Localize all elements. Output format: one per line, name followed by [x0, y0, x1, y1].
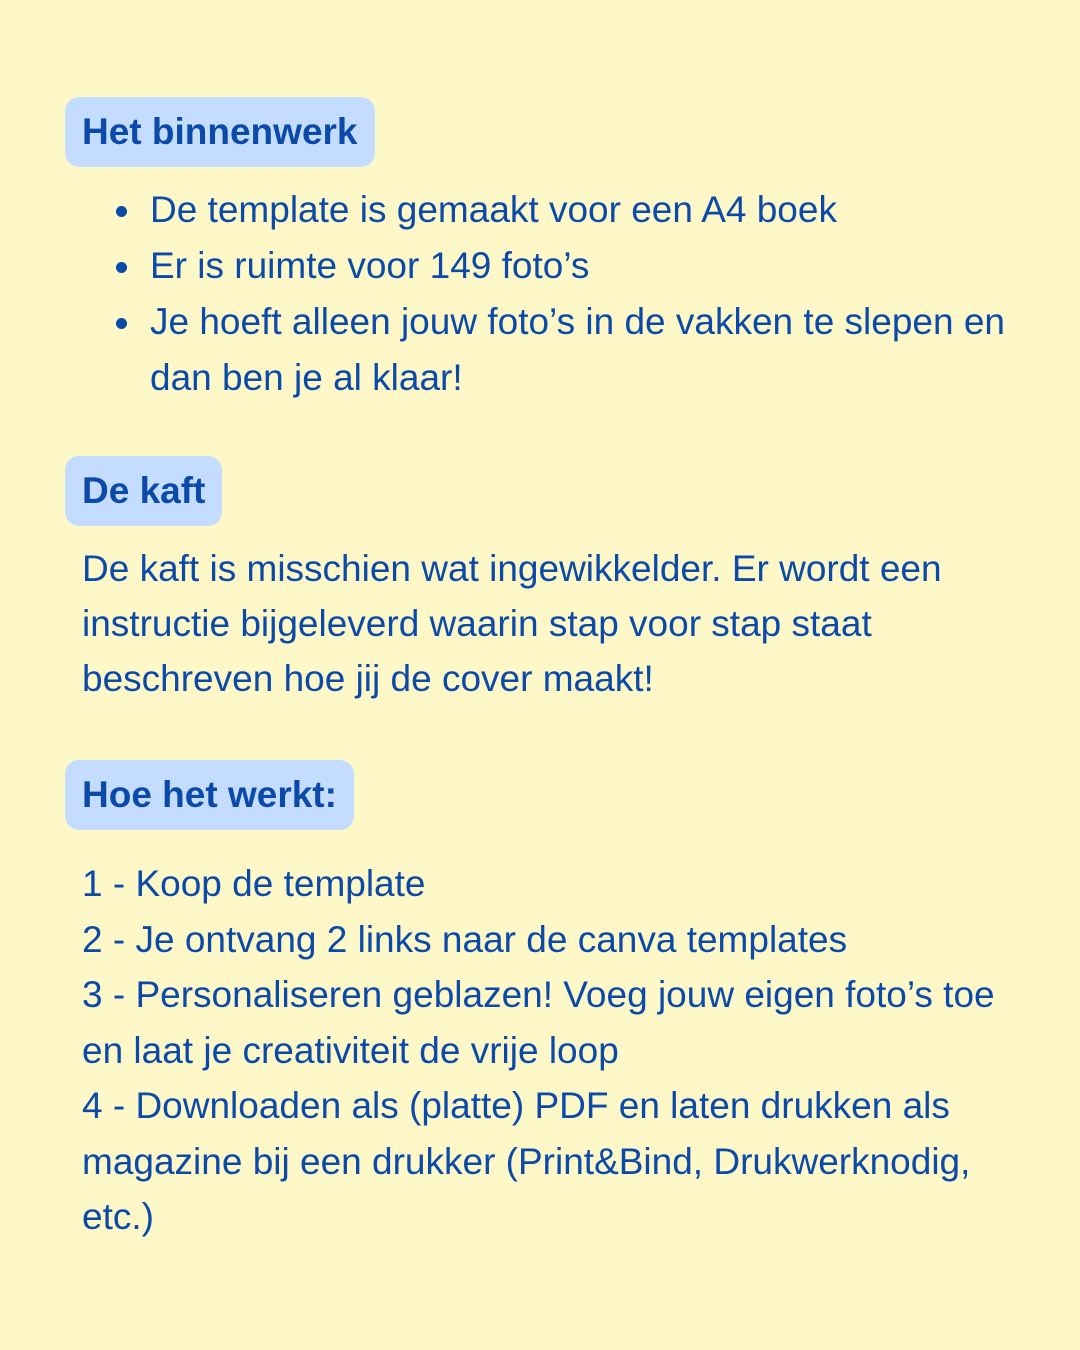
list-item — [110, 182, 1010, 238]
kaft-paragraph: De kaft is misschien wat ingewikkelder. Er wordt een instructie bijgeleverd waarin stap voor stap staat beschreven hoe jij de cover maakt! — [82, 548, 942, 699]
heading-hoe-het-werkt: Hoe het werkt: — [65, 760, 354, 830]
step-item: 1 - Koop de template — [82, 863, 426, 904]
heading-kaft: De kaft — [65, 456, 222, 526]
list-item — [110, 294, 1010, 406]
binnenwerk-list — [110, 182, 1010, 406]
step-item: 3 - Personaliseren geblazen! Voeg jouw eigen foto’s toe en laat je creativiteit de vrije loop — [82, 974, 995, 1071]
bullet-icon — [116, 318, 127, 329]
bullet-icon — [116, 262, 127, 273]
list-item-text: De template is gemaakt voor een A4 boek — [150, 189, 837, 230]
list-item-text: Je hoeft alleen jouw foto’s in de vakken te slepen en dan ben je al klaar! — [150, 301, 1006, 398]
bullet-icon — [116, 206, 127, 217]
step-item: 2 - Je ontvang 2 links naar de canva templates — [82, 918, 848, 960]
step-item: 4 - Downloaden als (platte) PDF en laten drukken als magazine bij een drukker (Print&Bind, Drukwerknodig, etc.) — [82, 1085, 971, 1237]
steps-list — [82, 856, 1012, 1245]
heading-binnenwerk: Het binnenwerk — [65, 97, 375, 167]
list-item — [110, 238, 1010, 294]
list-item-text: Er is ruimte voor 149 foto’s — [150, 245, 590, 286]
